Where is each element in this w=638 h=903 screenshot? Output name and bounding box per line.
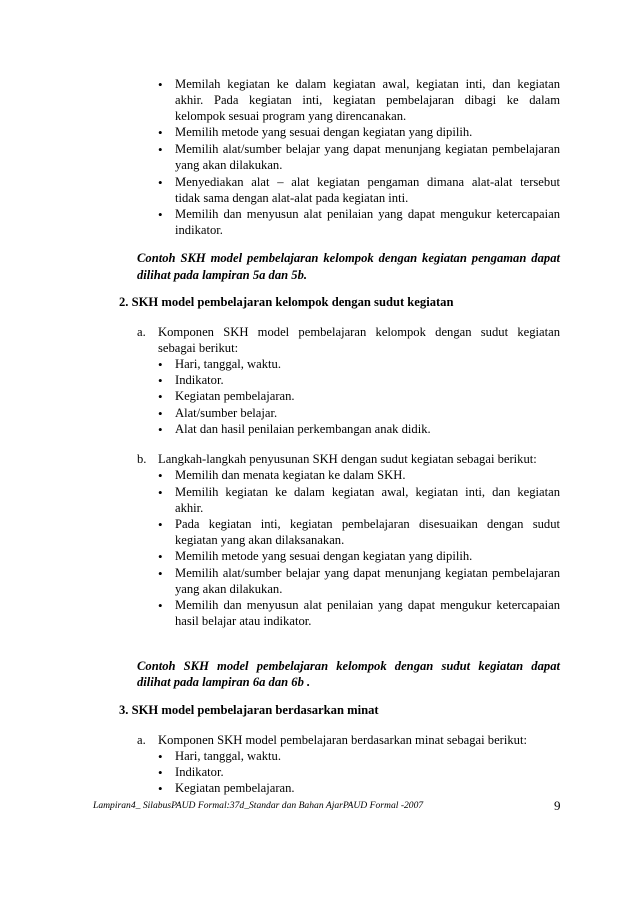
example-note-line: Contoh SKH model pembelajaran kelompok dengan sudut kegiatan dapat	[137, 659, 560, 673]
paragraph-line: Komponen SKH model pembelajaran berdasarkan minat sebagai berikut:	[158, 733, 527, 747]
list-item-line: Memilah kegiatan ke dalam kegiatan awal, kegiatan inti, dan kegiatan	[175, 77, 560, 91]
list-item-line: Memilih alat/sumber belajar yang dapat menunjang kegiatan pembelajaran	[175, 142, 560, 156]
list-item-line: Memilih alat/sumber belajar yang dapat menunjang kegiatan pembelajaran	[175, 566, 560, 580]
bullet-icon: •	[158, 207, 163, 222]
bullet-icon: •	[158, 781, 163, 796]
bullet-icon: •	[158, 373, 163, 388]
page-footer: Lampiran4_ SilabusPAUD Formal:37d_Standar dan Bahan AjarPAUD Formal -2007	[93, 800, 424, 811]
list-item-line: yang akan dilakukan.	[175, 582, 283, 596]
list-item-line: Memilih metode yang sesuai dengan kegiatan yang dipilih.	[175, 549, 473, 563]
example-note-line: Contoh SKH model pembelajaran kelompok dengan kegiatan pengaman dapat	[137, 251, 560, 265]
list-item-line: yang akan dilakukan.	[175, 158, 283, 172]
bullet-icon: •	[158, 749, 163, 764]
bullet-icon: •	[158, 765, 163, 780]
list-item-line: Memilih kegiatan ke dalam kegiatan awal, kegiatan inti, dan kegiatan	[175, 485, 560, 499]
list-item-line: Memilih dan menyusun alat penilaian yang dapat mengukur ketercapaian	[175, 207, 560, 221]
list-item-line: kelompok sesuai program yang direncanakan.	[175, 109, 407, 123]
section-heading: 3. SKH model pembelajaran berdasarkan minat	[119, 703, 379, 717]
section-heading: 2. SKH model pembelajaran kelompok dengan sudut kegiatan	[119, 295, 454, 309]
paragraph-line: Langkah-langkah penyusunan SKH dengan sudut kegiatan sebagai berikut:	[158, 452, 537, 466]
bullet-icon: •	[158, 77, 163, 92]
bullet-icon: •	[158, 422, 163, 437]
list-item: Kegiatan pembelajaran.	[175, 781, 295, 795]
example-note-line: dilihat pada lampiran 6a dan 6b .	[137, 675, 311, 689]
list-item-line: hasil belajar atau indikator.	[175, 614, 312, 628]
list-item: Indikator.	[175, 373, 224, 387]
list-item-line: akhir. Pada kegiatan inti, kegiatan pembelajaran dibagi ke dalam	[175, 93, 560, 107]
bullet-icon: •	[158, 175, 163, 190]
list-item: Alat/sumber belajar.	[175, 406, 278, 420]
list-item-line: indikator.	[175, 223, 223, 237]
example-note-line: dilihat pada lampiran 5a dan 5b.	[137, 268, 308, 282]
paragraph-line: sebagai berikut:	[158, 341, 239, 355]
bullet-icon: •	[158, 357, 163, 372]
list-item: Hari, tanggal, waktu.	[175, 357, 281, 371]
list-marker: b.	[137, 452, 147, 466]
page-number: 9	[554, 798, 561, 813]
list-marker: a.	[137, 325, 146, 339]
list-item-line: akhir.	[175, 501, 204, 515]
bullet-icon: •	[158, 468, 163, 483]
list-item-line: Memilih metode yang sesuai dengan kegiatan yang dipilih.	[175, 125, 473, 139]
list-item-line: kegiatan yang akan dilaksanakan.	[175, 533, 345, 547]
list-item-line: Pada kegiatan inti, kegiatan pembelajaran disesuaikan dengan sudut	[175, 517, 560, 531]
bullet-icon: •	[158, 598, 163, 613]
bullet-icon: •	[158, 549, 163, 564]
bullet-icon: •	[158, 125, 163, 140]
list-item-line: tidak sama dengan alat-alat pada kegiatan inti.	[175, 191, 409, 205]
list-item: Kegiatan pembelajaran.	[175, 389, 295, 403]
list-item: Indikator.	[175, 765, 224, 779]
paragraph-line: Komponen SKH model pembelajaran kelompok dengan sudut kegiatan	[158, 325, 560, 339]
bullet-icon: •	[158, 485, 163, 500]
list-item-line: Memilih dan menyusun alat penilaian yang dapat mengukur ketercapaian	[175, 598, 560, 612]
list-item-line: Menyediakan alat – alat kegiatan pengaman dimana alat-alat tersebut	[175, 175, 560, 189]
bullet-icon: •	[158, 389, 163, 404]
list-item-line: Memilih dan menata kegiatan ke dalam SKH.	[175, 468, 406, 482]
bullet-icon: •	[158, 142, 163, 157]
bullet-icon: •	[158, 517, 163, 532]
list-item: Alat dan hasil penilaian perkembangan anak didik.	[175, 422, 431, 436]
bullet-icon: •	[158, 406, 163, 421]
bullet-icon: •	[158, 566, 163, 581]
list-item: Hari, tanggal, waktu.	[175, 749, 281, 763]
list-marker: a.	[137, 733, 146, 747]
